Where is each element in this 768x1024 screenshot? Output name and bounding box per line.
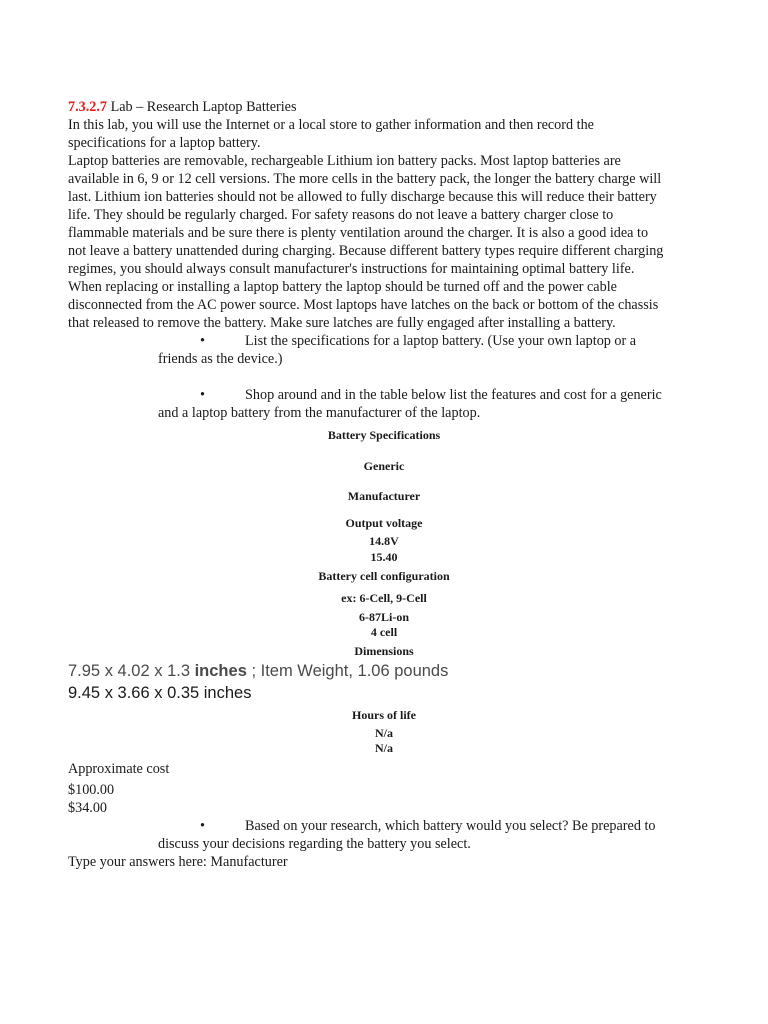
dimensions-manufacturer: 9.45 x 3.66 x 0.35 inches bbox=[68, 684, 252, 702]
hours-of-life-manufacturer: N/a bbox=[375, 741, 393, 755]
bullet-1-text: List the specifications for a laptop battery. (Use your own laptop or a bbox=[245, 333, 637, 349]
dimensions-generic-unit: inches bbox=[194, 662, 247, 680]
dimensions-generic-value: 7.95 x 4.02 x 1.3 bbox=[68, 662, 195, 680]
column-header-generic: Generic bbox=[363, 459, 405, 473]
lab-number: 7.3.2.7 bbox=[68, 99, 108, 115]
body-line: flammable materials and be sure there is plenty ventilation around the charger. It is also a good idea to bbox=[68, 225, 649, 241]
output-voltage-manufacturer: 15.40 bbox=[370, 550, 398, 564]
body-line: not leave a battery unattended during charging. Because different battery types require different charging bbox=[68, 243, 664, 259]
bullet-icon: • bbox=[200, 818, 205, 834]
bullet-2-text: Shop around and in the table below list the features and cost for a generic bbox=[245, 387, 662, 403]
dimensions-generic-weight: ; Item Weight, 1.06 pounds bbox=[246, 662, 449, 680]
row-label-cell-configuration: Battery cell configuration bbox=[318, 569, 450, 583]
lab-title: Lab – Research Laptop Batteries bbox=[107, 99, 297, 115]
intro-line-2: specifications for a laptop battery. bbox=[68, 135, 261, 151]
answer-line: Type your answers here: Manufacturer bbox=[68, 854, 288, 870]
bullet-3-text-cont: discuss your decisions regarding the battery you select. bbox=[158, 836, 471, 852]
cell-configuration-manufacturer: 4 cell bbox=[370, 625, 398, 639]
bullet-2-text-cont: and a laptop battery from the manufacturer of the laptop. bbox=[158, 405, 481, 421]
bullet-1-text-cont: friends as the device.) bbox=[158, 351, 283, 367]
body-line: last. Lithium ion batteries should not be allowed to fully discharge because this will reduce their battery bbox=[68, 189, 657, 205]
bullet-icon: • bbox=[200, 387, 205, 403]
row-label-output-voltage: Output voltage bbox=[345, 516, 423, 530]
cost-manufacturer: $34.00 bbox=[68, 800, 108, 816]
cost-generic: $100.00 bbox=[68, 782, 115, 798]
row-label-approximate-cost: Approximate cost bbox=[68, 761, 170, 777]
output-voltage-generic: 14.8V bbox=[369, 534, 399, 548]
lab-title-line bbox=[68, 98, 297, 116]
row-label-hours-of-life: Hours of life bbox=[352, 708, 416, 722]
body-line: life. They should be regularly charged. For safety reasons do not leave a battery charger close to bbox=[68, 207, 614, 223]
body-line: available in 6, 9 or 12 cell versions. The more cells in the battery pack, the longer the battery charge will bbox=[68, 171, 662, 187]
cell-configuration-generic: 6-87Li-on bbox=[358, 610, 409, 624]
column-header-manufacturer: Manufacturer bbox=[347, 489, 421, 503]
hours-of-life-generic: N/a bbox=[375, 726, 393, 740]
table-heading: Battery Specifications bbox=[327, 428, 441, 442]
bullet-icon: • bbox=[200, 333, 205, 349]
intro-line-1: In this lab, you will use the Internet or a local store to gather information and then record the bbox=[68, 117, 594, 133]
body-line: When replacing or installing a laptop battery the laptop should be turned off and the power cable bbox=[68, 279, 617, 295]
dimensions-generic bbox=[68, 661, 448, 681]
body-line: that released to remove the battery. Make sure latches are fully engaged after installing a battery. bbox=[68, 315, 616, 331]
body-line: Laptop batteries are removable, rechargeable Lithium ion battery packs. Most laptop batteries are bbox=[68, 153, 621, 169]
body-line: disconnected from the AC power source. Most laptops have latches on the back or bottom of the chassis bbox=[68, 297, 659, 313]
row-label-dimensions: Dimensions bbox=[354, 644, 414, 658]
cell-configuration-example: ex: 6-Cell, 9-Cell bbox=[341, 591, 427, 605]
body-line: regimes, you should always consult manufacturer's instructions for maintaining optimal battery life. bbox=[68, 261, 635, 277]
bullet-3-text: Based on your research, which battery would you select? Be prepared to bbox=[245, 818, 656, 834]
